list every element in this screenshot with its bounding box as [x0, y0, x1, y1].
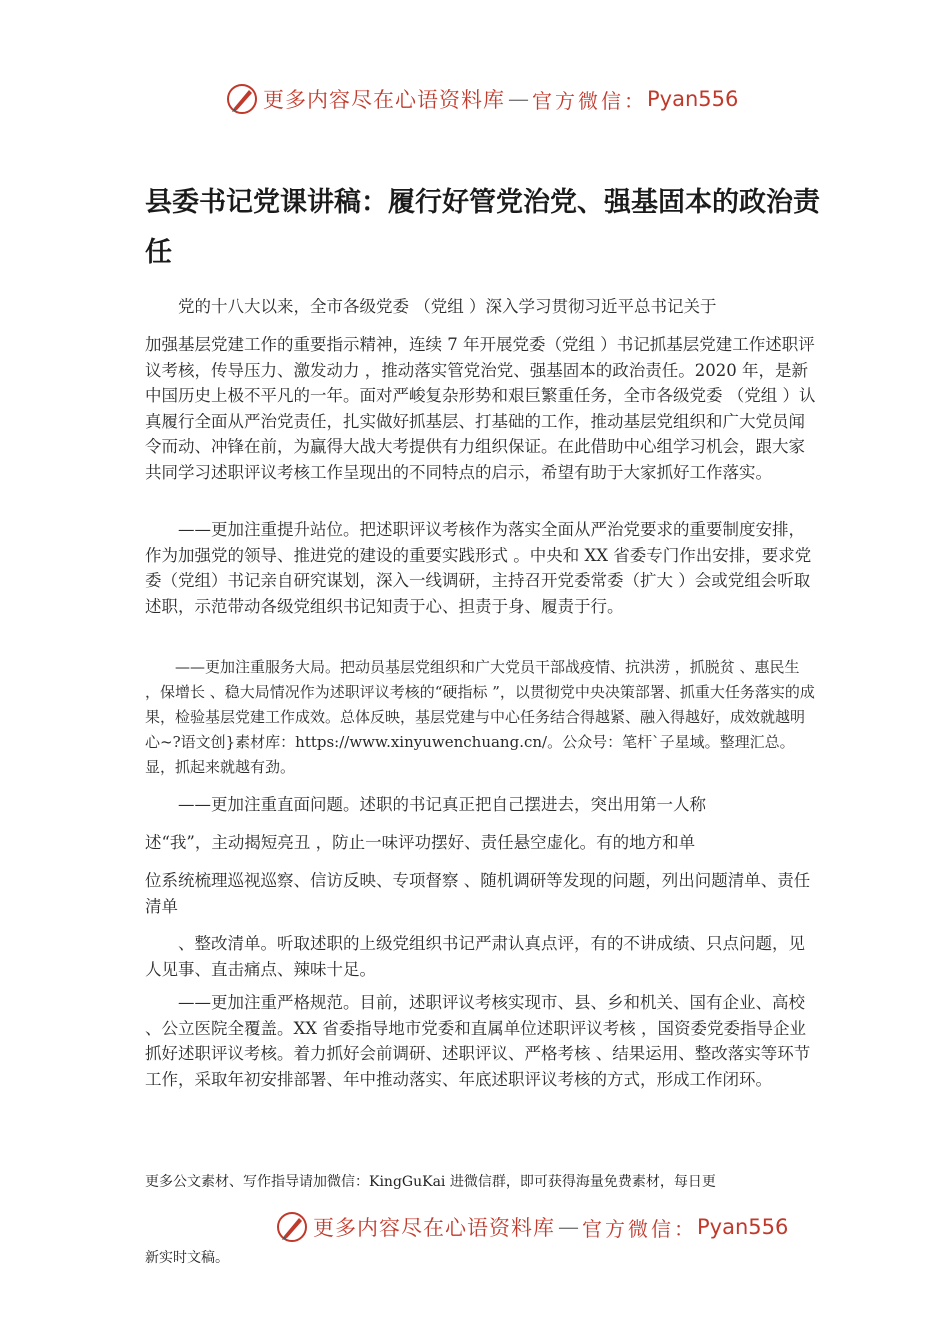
paragraph-point-3-continued: 、整改清单。听取述职的上级党组织书记严肃认真点评，有的不讲成绩、只点问题，见人见事、直击痛点、辣味十足。	[145, 934, 805, 979]
banner-brand: 更多内容尽在心语资料库	[313, 1216, 555, 1240]
page-title: 县委书记党课讲稿：履行好管党治党、强基固本的政治责任	[145, 187, 820, 268]
banner-brand: 更多内容尽在心语资料库	[263, 88, 505, 112]
header-banner	[225, 82, 738, 116]
paragraph-point-3-first-line: ——更加注重直面问题。述职的书记真正把自己摆进去，突出用第一人称	[178, 795, 706, 814]
footer-banner	[275, 1210, 788, 1244]
banner-wechat-id: Pyan556	[647, 87, 739, 111]
footer-note: 更多公文素材、写作指导请加微信：KingGuKai 进微信群，即可获得海量免费素材，每日更	[145, 1174, 716, 1190]
paragraph-point-3-line-2: 述“我”，主动揭短亮丑 ，防止一味评功摆好、责任悬空虚化。有的地方和单	[145, 833, 696, 852]
banner-wechat-id: Pyan556	[697, 1215, 789, 1239]
banner-label: 官方微信：	[582, 1216, 697, 1241]
banner-dash: —	[508, 87, 529, 111]
paragraph-point-1: ——更加注重提升站位。把述职评议考核作为落实全面从严治党要求的重要制度安排，作为加强党的领导、推进党的建设的重要实践形式 。中央和 XX 省委专门作出安排，要求党委（党组）书记亲自研究谋划，深入一线调研，主持召开党委常委（扩大 ）会或党组会听取述职，示范带动各级党组织书记知责于心、担责于身、履责于行。	[145, 520, 812, 616]
paragraph-intro-first-line: 党的十八大以来，全市各级党委 （党组 ）深入学习贯彻习近平总书记关于	[178, 297, 717, 316]
paragraph-point-4: ——更加注重严格规范。目前，述职评议考核实现市、县、乡和机关、国有企业、高校 、公立医院全覆盖。XX 省委指导地市党委和直属单位述职评议考核 ，国资委党委指导企业抓好述职评议考核。着力抓好会前调研、述职评议、严格考核 、结果运用、整改落实等环节工作，采取年初安排部署、年中推动落实、年底述职评议考核的方式，形成工作闭环。	[145, 993, 811, 1089]
paragraph-intro: 加强基层党建工作的重要指示精神，连续 7 年开展党委（党组 ）书记抓基层党建工作述职评议考核，传导压力、激发动力 ，推动落实管党治党、强基固本的政治责任。2020 年，是新中国历史上极不平凡的一年。面对严峻复杂形势和艰巨繁重任务，全市各级党委 （党组 ）认真履行全面从严治党责任，扎实做好抓基层、打基础的工作，推动基层党组织和广大党员闻令而动、冲锋在前，为赢得大战大考提供有力组织保证。在此借助中心组学习机会，跟大家共同学习述职评议考核工作呈现出的不同特点的启示，希望有助于大家抓好工作落实。	[145, 335, 816, 482]
paragraph-point-3-line-3: 位系统梳理巡视巡察、信访反映、专项督察 、随机调研等发现的问题，列出问题清单、责任清单	[145, 871, 811, 916]
footer-note-end: 新实时文稿。	[145, 1250, 229, 1266]
pen-logo-icon	[225, 82, 259, 116]
banner-label: 官方微信：	[532, 88, 647, 113]
pen-logo-icon	[275, 1210, 309, 1244]
banner-dash: —	[558, 1215, 579, 1239]
paragraph-point-2: ——更加注重服务大局。把动员基层党组织和广大党员干部战疫情、抗洪涝 ，抓脱贫 、惠民生 ，保增长 、稳大局情况作为述职评议考核的“硬指标 ”，以贯彻党中央决策部署、抓重大任务落实的成果，检验基层党建工作成效。总体反映，基层党建与中心任务结合得越紧、融入得越好，成效就越明心~?语文创}素材库：https://www.xinyuwenchuang.cn/。公众号：笔杆`子星域。整理汇总。显，抓起来就越有劲。	[145, 658, 815, 776]
